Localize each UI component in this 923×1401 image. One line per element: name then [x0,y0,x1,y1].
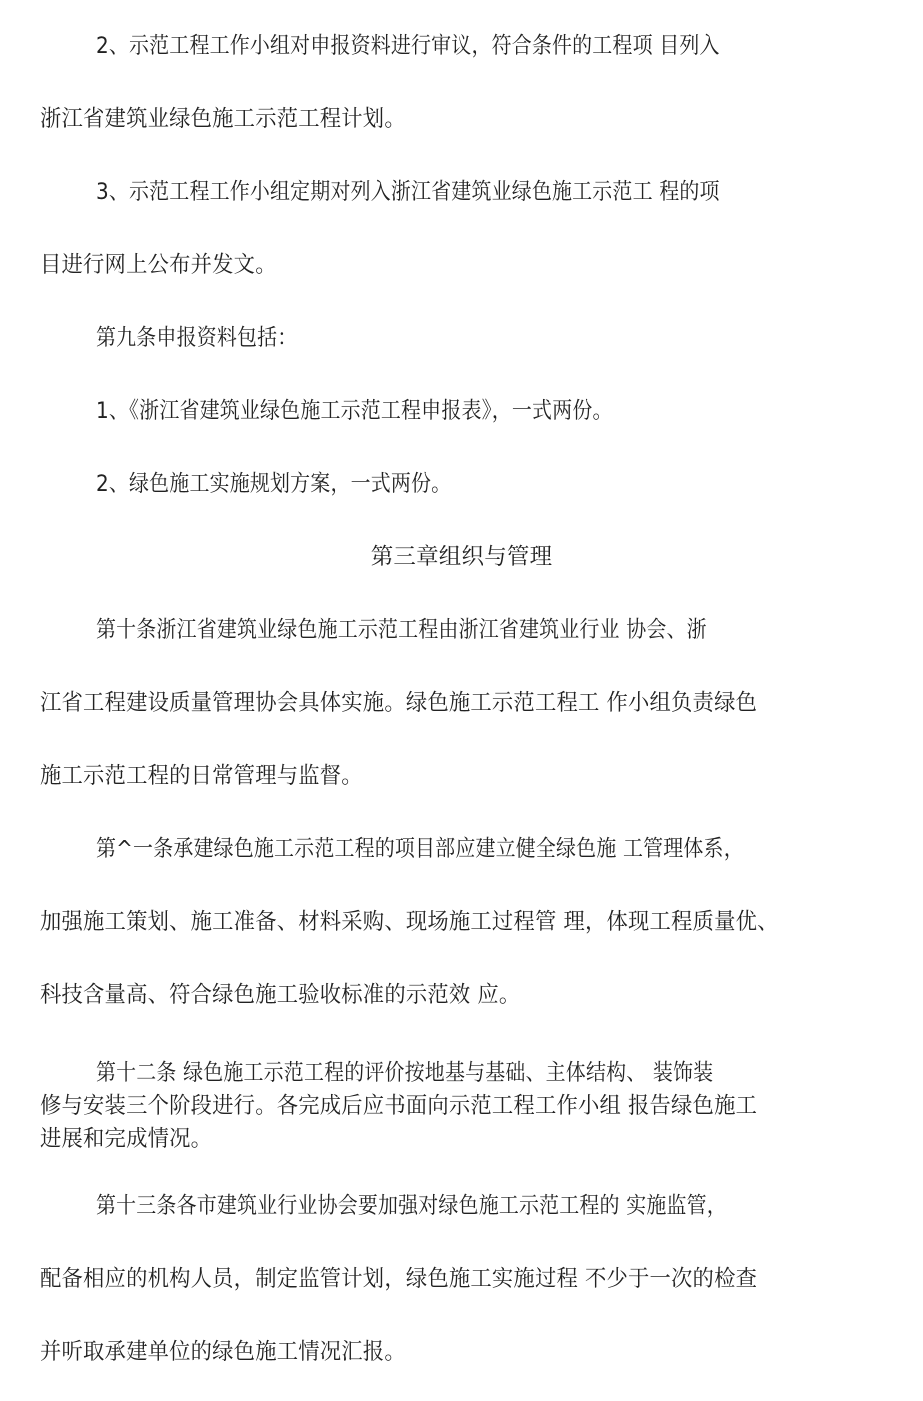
paragraph-line: 浙江省建筑业绿色施工示范工程计划。 [40,106,406,132]
paragraph-line: 施工示范工程的日常管理与监督。 [40,763,363,789]
paragraph-line: 3、示范工程工作小组定期对列入浙江省建筑业绿色施工示范工 程的项 [96,179,720,205]
paragraph-line: 并听取承建单位的绿色施工情况汇报。 [40,1339,406,1365]
paragraph-line: 加强施工策划、施工准备、材料采购、现场施工过程管 理，体现工程质量优、 [40,909,779,935]
list-item: 1、《浙江省建筑业绿色施工示范工程申报表》，一式两份。 [96,398,613,424]
paragraph-line: 目进行网上公布并发文。 [40,252,277,278]
paragraph-line: 配备相应的机构人员，制定监管计划，绿色施工实施过程 不少于一次的检查 [40,1266,758,1292]
paragraph-line: 第十三条各市建筑业行业协会要加强对绿色施工示范工程的 实施监管， [96,1193,727,1219]
article-heading: 第九条申报资料包括： [96,325,298,351]
paragraph-line: 进展和完成情况。 [40,1126,213,1152]
paragraph-line: 科技含量高、符合绿色施工验收标准的示范效 应。 [40,982,521,1008]
paragraph-line: 2、示范工程工作小组对申报资料进行审议，符合条件的工程项 目列入 [96,33,720,59]
list-item: 2、绿色施工实施规划方案，一式两份。 [96,471,452,497]
paragraph-line: 第^一条承建绿色施工示范工程的项目部应建立健全绿色施 工管理体系， [96,836,744,862]
chapter-title: 第三章组织与管理 [370,544,553,570]
paragraph-line: 江省工程建设质量管理协会具体实施。绿色施工示范工程工 作小组负责绿色 [40,690,758,716]
paragraph-line: 第十二条 绿色施工示范工程的评价按地基与基础、主体结构、 装饰装 [96,1060,714,1086]
paragraph-line: 第十条浙江省建筑业绿色施工示范工程由浙江省建筑业行业 协会、浙 [96,617,707,643]
paragraph-line: 修与安装三个阶段进行。各完成后应书面向示范工程工作小组 报告绿色施工 [40,1093,758,1119]
